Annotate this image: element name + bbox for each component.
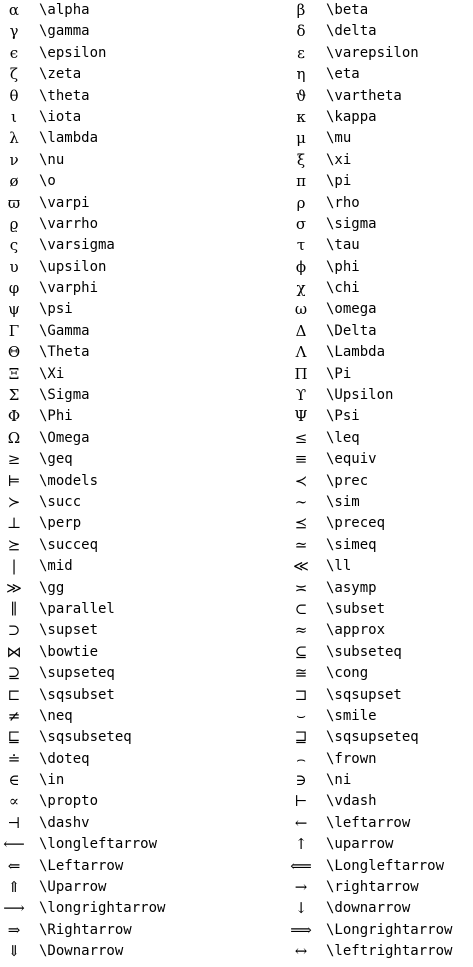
left-symbol: ∝ xyxy=(8,792,20,811)
right-symbol: ⊐ xyxy=(294,685,308,704)
right-command: \vdash xyxy=(326,793,377,810)
left-command: \Downarrow xyxy=(39,943,124,960)
table-row xyxy=(0,449,473,470)
left-symbol: γ xyxy=(9,22,19,41)
left-command: \longleftarrow xyxy=(39,836,158,853)
right-command: \Longrightarrow xyxy=(326,921,453,938)
left-command: \lambda xyxy=(39,130,99,147)
table-row xyxy=(0,299,473,320)
table-row xyxy=(0,920,473,941)
right-symbol: π xyxy=(296,172,306,191)
right-symbol: ϒ xyxy=(295,386,307,405)
right-symbol: Ψ xyxy=(294,407,308,426)
right-command: \varepsilon xyxy=(326,44,419,61)
right-command: \preceq xyxy=(326,515,386,532)
right-symbol: ⊢ xyxy=(294,792,308,811)
right-symbol: Δ xyxy=(295,321,307,340)
table-row xyxy=(0,193,473,214)
right-symbol: ↓ xyxy=(294,899,308,918)
right-command: \Pi xyxy=(326,365,352,382)
right-symbol: ξ xyxy=(296,150,306,169)
table-row xyxy=(0,171,473,192)
right-command: \smile xyxy=(326,707,377,724)
right-symbol: ϕ xyxy=(295,257,307,276)
right-symbol: Λ xyxy=(295,343,307,362)
right-command: \tau xyxy=(326,237,360,254)
right-command: \Lambda xyxy=(326,344,386,361)
right-command: \equiv xyxy=(326,451,377,468)
left-symbol: ⇑ xyxy=(7,878,21,897)
left-symbol: ⇓ xyxy=(7,942,21,961)
right-symbol: β xyxy=(296,1,306,19)
right-symbol: ≈ xyxy=(294,621,308,640)
left-command: \iota xyxy=(39,108,82,125)
left-command: \varsigma xyxy=(39,237,115,254)
table-row xyxy=(0,898,473,919)
right-command: \rightarrow xyxy=(326,879,419,896)
right-symbol: ρ xyxy=(296,193,306,212)
left-symbol: ø xyxy=(9,172,19,191)
left-symbol: ⊨ xyxy=(7,471,21,490)
right-command: \subseteq xyxy=(326,643,402,660)
left-symbol: ⊃ xyxy=(7,621,21,640)
right-symbol: ↔ xyxy=(294,942,308,961)
right-command: \leftarrow xyxy=(326,814,411,831)
left-command: \dashv xyxy=(39,814,90,831)
left-symbol: ∈ xyxy=(8,771,20,790)
left-symbol: ⊑ xyxy=(7,728,21,747)
left-command: \propto xyxy=(39,793,99,810)
table-row xyxy=(0,21,473,42)
right-command: \pi xyxy=(326,173,352,190)
right-command: \sqsupseteq xyxy=(326,729,419,746)
right-symbol: ↑ xyxy=(294,835,308,854)
table-row xyxy=(0,471,473,492)
left-symbol: ⊥ xyxy=(6,514,22,533)
table-row xyxy=(0,791,473,812)
right-symbol: ⟸ xyxy=(290,856,312,875)
left-symbol: α xyxy=(8,1,20,19)
left-symbol: ι xyxy=(11,107,17,126)
table-row xyxy=(0,813,473,834)
right-symbol: ⊂ xyxy=(294,599,308,618)
left-command: \Leftarrow xyxy=(39,857,124,874)
table-row xyxy=(0,150,473,171)
left-symbol: ⊣ xyxy=(7,813,21,832)
left-symbol: ⟶ xyxy=(3,899,25,918)
table-row xyxy=(0,770,473,791)
right-command: \leftrightarrow xyxy=(326,943,453,960)
right-command: \rho xyxy=(326,194,360,211)
left-command: \gg xyxy=(39,579,65,596)
right-symbol: ⪯ xyxy=(294,514,308,533)
left-command: \doteq xyxy=(39,750,90,767)
left-symbol: ⟵ xyxy=(3,835,25,854)
right-symbol: μ xyxy=(296,129,306,148)
right-command: \vartheta xyxy=(326,87,402,104)
left-command: \supseteq xyxy=(39,665,115,682)
table-row xyxy=(0,428,473,449)
left-command: \upsilon xyxy=(39,258,107,275)
right-symbol: ≪ xyxy=(293,557,309,576)
left-command: \Theta xyxy=(39,344,90,361)
right-symbol: → xyxy=(294,878,308,897)
right-symbol: ≺ xyxy=(294,471,308,490)
left-command: \mid xyxy=(39,558,73,575)
left-symbol: ≫ xyxy=(6,578,22,597)
table-row xyxy=(0,535,473,556)
left-symbol: ϱ xyxy=(9,214,19,233)
right-symbol: ← xyxy=(294,813,308,832)
left-command: \Omega xyxy=(39,429,90,446)
left-symbol: ψ xyxy=(8,300,20,319)
table-row xyxy=(0,513,473,534)
right-command: \phi xyxy=(326,258,360,275)
left-symbol: Ξ xyxy=(8,364,20,383)
right-symbol: ∼ xyxy=(294,492,308,511)
left-command: \zeta xyxy=(39,66,82,83)
table-row xyxy=(0,0,473,21)
left-command: \supset xyxy=(39,622,99,639)
table-row xyxy=(0,235,473,256)
right-symbol: κ xyxy=(296,107,306,126)
left-command: \o xyxy=(39,173,56,190)
right-symbol: τ xyxy=(296,236,306,255)
right-symbol: ≡ xyxy=(294,450,308,469)
right-command: \sqsupset xyxy=(326,686,402,703)
table-row xyxy=(0,214,473,235)
left-command: \parallel xyxy=(39,600,115,617)
left-command: \longrightarrow xyxy=(39,900,166,917)
left-command: \psi xyxy=(39,301,73,318)
right-command: \cong xyxy=(326,665,369,682)
right-symbol: ≤ xyxy=(294,428,308,447)
left-command: \succ xyxy=(39,493,82,510)
right-symbol: σ xyxy=(295,214,307,233)
left-command: \varphi xyxy=(39,280,99,297)
left-command: \nu xyxy=(39,151,65,168)
right-command: \ll xyxy=(326,558,352,575)
table-row xyxy=(0,834,473,855)
table-row xyxy=(0,877,473,898)
right-command: \Delta xyxy=(326,322,377,339)
right-command: \omega xyxy=(326,301,377,318)
left-symbol: ϵ xyxy=(9,43,19,62)
table-row xyxy=(0,599,473,620)
table-row xyxy=(0,642,473,663)
table-row xyxy=(0,856,473,877)
table-row xyxy=(0,492,473,513)
right-command: \approx xyxy=(326,622,386,639)
left-symbol: ϖ xyxy=(7,193,21,212)
right-symbol: ⊒ xyxy=(294,728,308,747)
right-command: \frown xyxy=(326,750,377,767)
right-symbol: η xyxy=(296,65,306,84)
left-symbol: ζ xyxy=(9,65,19,84)
left-command: \sqsubset xyxy=(39,686,115,703)
table-row xyxy=(0,706,473,727)
right-command: \eta xyxy=(326,66,360,83)
left-symbol: υ xyxy=(9,257,19,276)
left-command: \models xyxy=(39,472,99,489)
left-symbol: ⊏ xyxy=(7,685,21,704)
table-row xyxy=(0,385,473,406)
left-command: \alpha xyxy=(39,2,90,18)
table-row xyxy=(0,406,473,427)
right-command: \Upsilon xyxy=(326,387,394,404)
left-symbol: ≐ xyxy=(7,749,21,768)
left-command: \gamma xyxy=(39,23,90,40)
left-symbol: ς xyxy=(9,236,19,255)
left-symbol: φ xyxy=(8,279,20,298)
right-command: \chi xyxy=(326,280,360,297)
left-command: \Uparrow xyxy=(39,879,107,896)
table-row xyxy=(0,663,473,684)
right-symbol: δ xyxy=(296,22,306,41)
right-symbol: χ xyxy=(296,279,306,298)
left-command: \bowtie xyxy=(39,643,99,660)
right-command: \Psi xyxy=(326,408,360,425)
right-symbol: ≃ xyxy=(294,535,308,554)
left-command: \Rightarrow xyxy=(39,921,132,938)
left-symbol: ≠ xyxy=(7,706,21,725)
left-symbol: Σ xyxy=(8,386,20,405)
left-symbol: ∥ xyxy=(10,599,18,618)
left-command: \Xi xyxy=(39,365,65,382)
left-command: \Phi xyxy=(39,408,73,425)
left-symbol: Θ xyxy=(7,343,21,362)
right-command: \beta xyxy=(326,2,369,18)
left-symbol: Φ xyxy=(7,407,21,426)
right-command: \mu xyxy=(326,130,352,147)
left-command: \sqsubseteq xyxy=(39,729,132,746)
right-command: \delta xyxy=(326,23,377,40)
left-symbol: ν xyxy=(9,150,19,169)
table-row xyxy=(0,941,473,962)
left-command: \neq xyxy=(39,707,73,724)
right-command: \prec xyxy=(326,472,369,489)
table-row xyxy=(0,278,473,299)
left-command: \varrho xyxy=(39,215,99,232)
left-symbol: ⇒ xyxy=(7,920,21,939)
table-row xyxy=(0,620,473,641)
left-command: \geq xyxy=(39,451,73,468)
table-row xyxy=(0,64,473,85)
right-command: \simeq xyxy=(326,536,377,553)
left-symbol: ⇐ xyxy=(7,856,21,875)
right-symbol: ⟹ xyxy=(290,920,312,939)
table-row xyxy=(0,556,473,577)
left-symbol: Γ xyxy=(8,321,20,340)
left-command: \Gamma xyxy=(39,322,90,339)
right-symbol: ϑ xyxy=(295,86,307,105)
table-row xyxy=(0,257,473,278)
table-row xyxy=(0,364,473,385)
table-row xyxy=(0,727,473,748)
table-row xyxy=(0,107,473,128)
table-row xyxy=(0,578,473,599)
right-command: \uparrow xyxy=(326,836,394,853)
left-symbol: ≥ xyxy=(7,450,21,469)
right-command: \ni xyxy=(326,772,352,789)
left-command: \theta xyxy=(39,87,90,104)
table-row xyxy=(0,43,473,64)
left-symbol: ⋈ xyxy=(6,642,22,661)
table-row xyxy=(0,685,473,706)
left-command: \succeq xyxy=(39,536,99,553)
right-symbol: ε xyxy=(297,43,305,62)
left-symbol: λ xyxy=(9,129,19,148)
left-symbol: Ω xyxy=(7,428,21,447)
left-symbol: ⪰ xyxy=(7,535,21,554)
left-symbol: ≻ xyxy=(7,492,21,511)
left-symbol: θ xyxy=(9,86,19,105)
right-command: \subset xyxy=(326,600,386,617)
left-symbol: | xyxy=(11,557,17,576)
table-row xyxy=(0,749,473,770)
right-command: \asymp xyxy=(326,579,377,596)
table-row xyxy=(0,86,473,107)
right-symbol: ⊆ xyxy=(294,642,308,661)
right-symbol: ≅ xyxy=(294,664,308,683)
right-command: \leq xyxy=(326,429,360,446)
left-command: \epsilon xyxy=(39,44,107,61)
left-symbol: ⊇ xyxy=(7,664,21,683)
table-row xyxy=(0,342,473,363)
table-row xyxy=(0,321,473,342)
left-command: \in xyxy=(39,772,65,789)
right-command: \Longleftarrow xyxy=(326,857,445,874)
right-symbol: ⌣ xyxy=(296,706,306,725)
right-symbol: ≍ xyxy=(294,578,308,597)
right-symbol: ⌢ xyxy=(296,749,306,768)
left-command: \varpi xyxy=(39,194,90,211)
table-row xyxy=(0,128,473,149)
right-symbol: Π xyxy=(294,364,308,383)
left-command: \perp xyxy=(39,515,82,532)
right-command: \xi xyxy=(326,151,352,168)
right-symbol: ω xyxy=(294,300,308,319)
right-command: \kappa xyxy=(326,108,377,125)
right-command: \sim xyxy=(326,493,360,510)
right-command: \sigma xyxy=(326,215,377,232)
right-symbol: ∋ xyxy=(295,771,307,790)
left-command: \Sigma xyxy=(39,387,90,404)
right-command: \downarrow xyxy=(326,900,411,917)
